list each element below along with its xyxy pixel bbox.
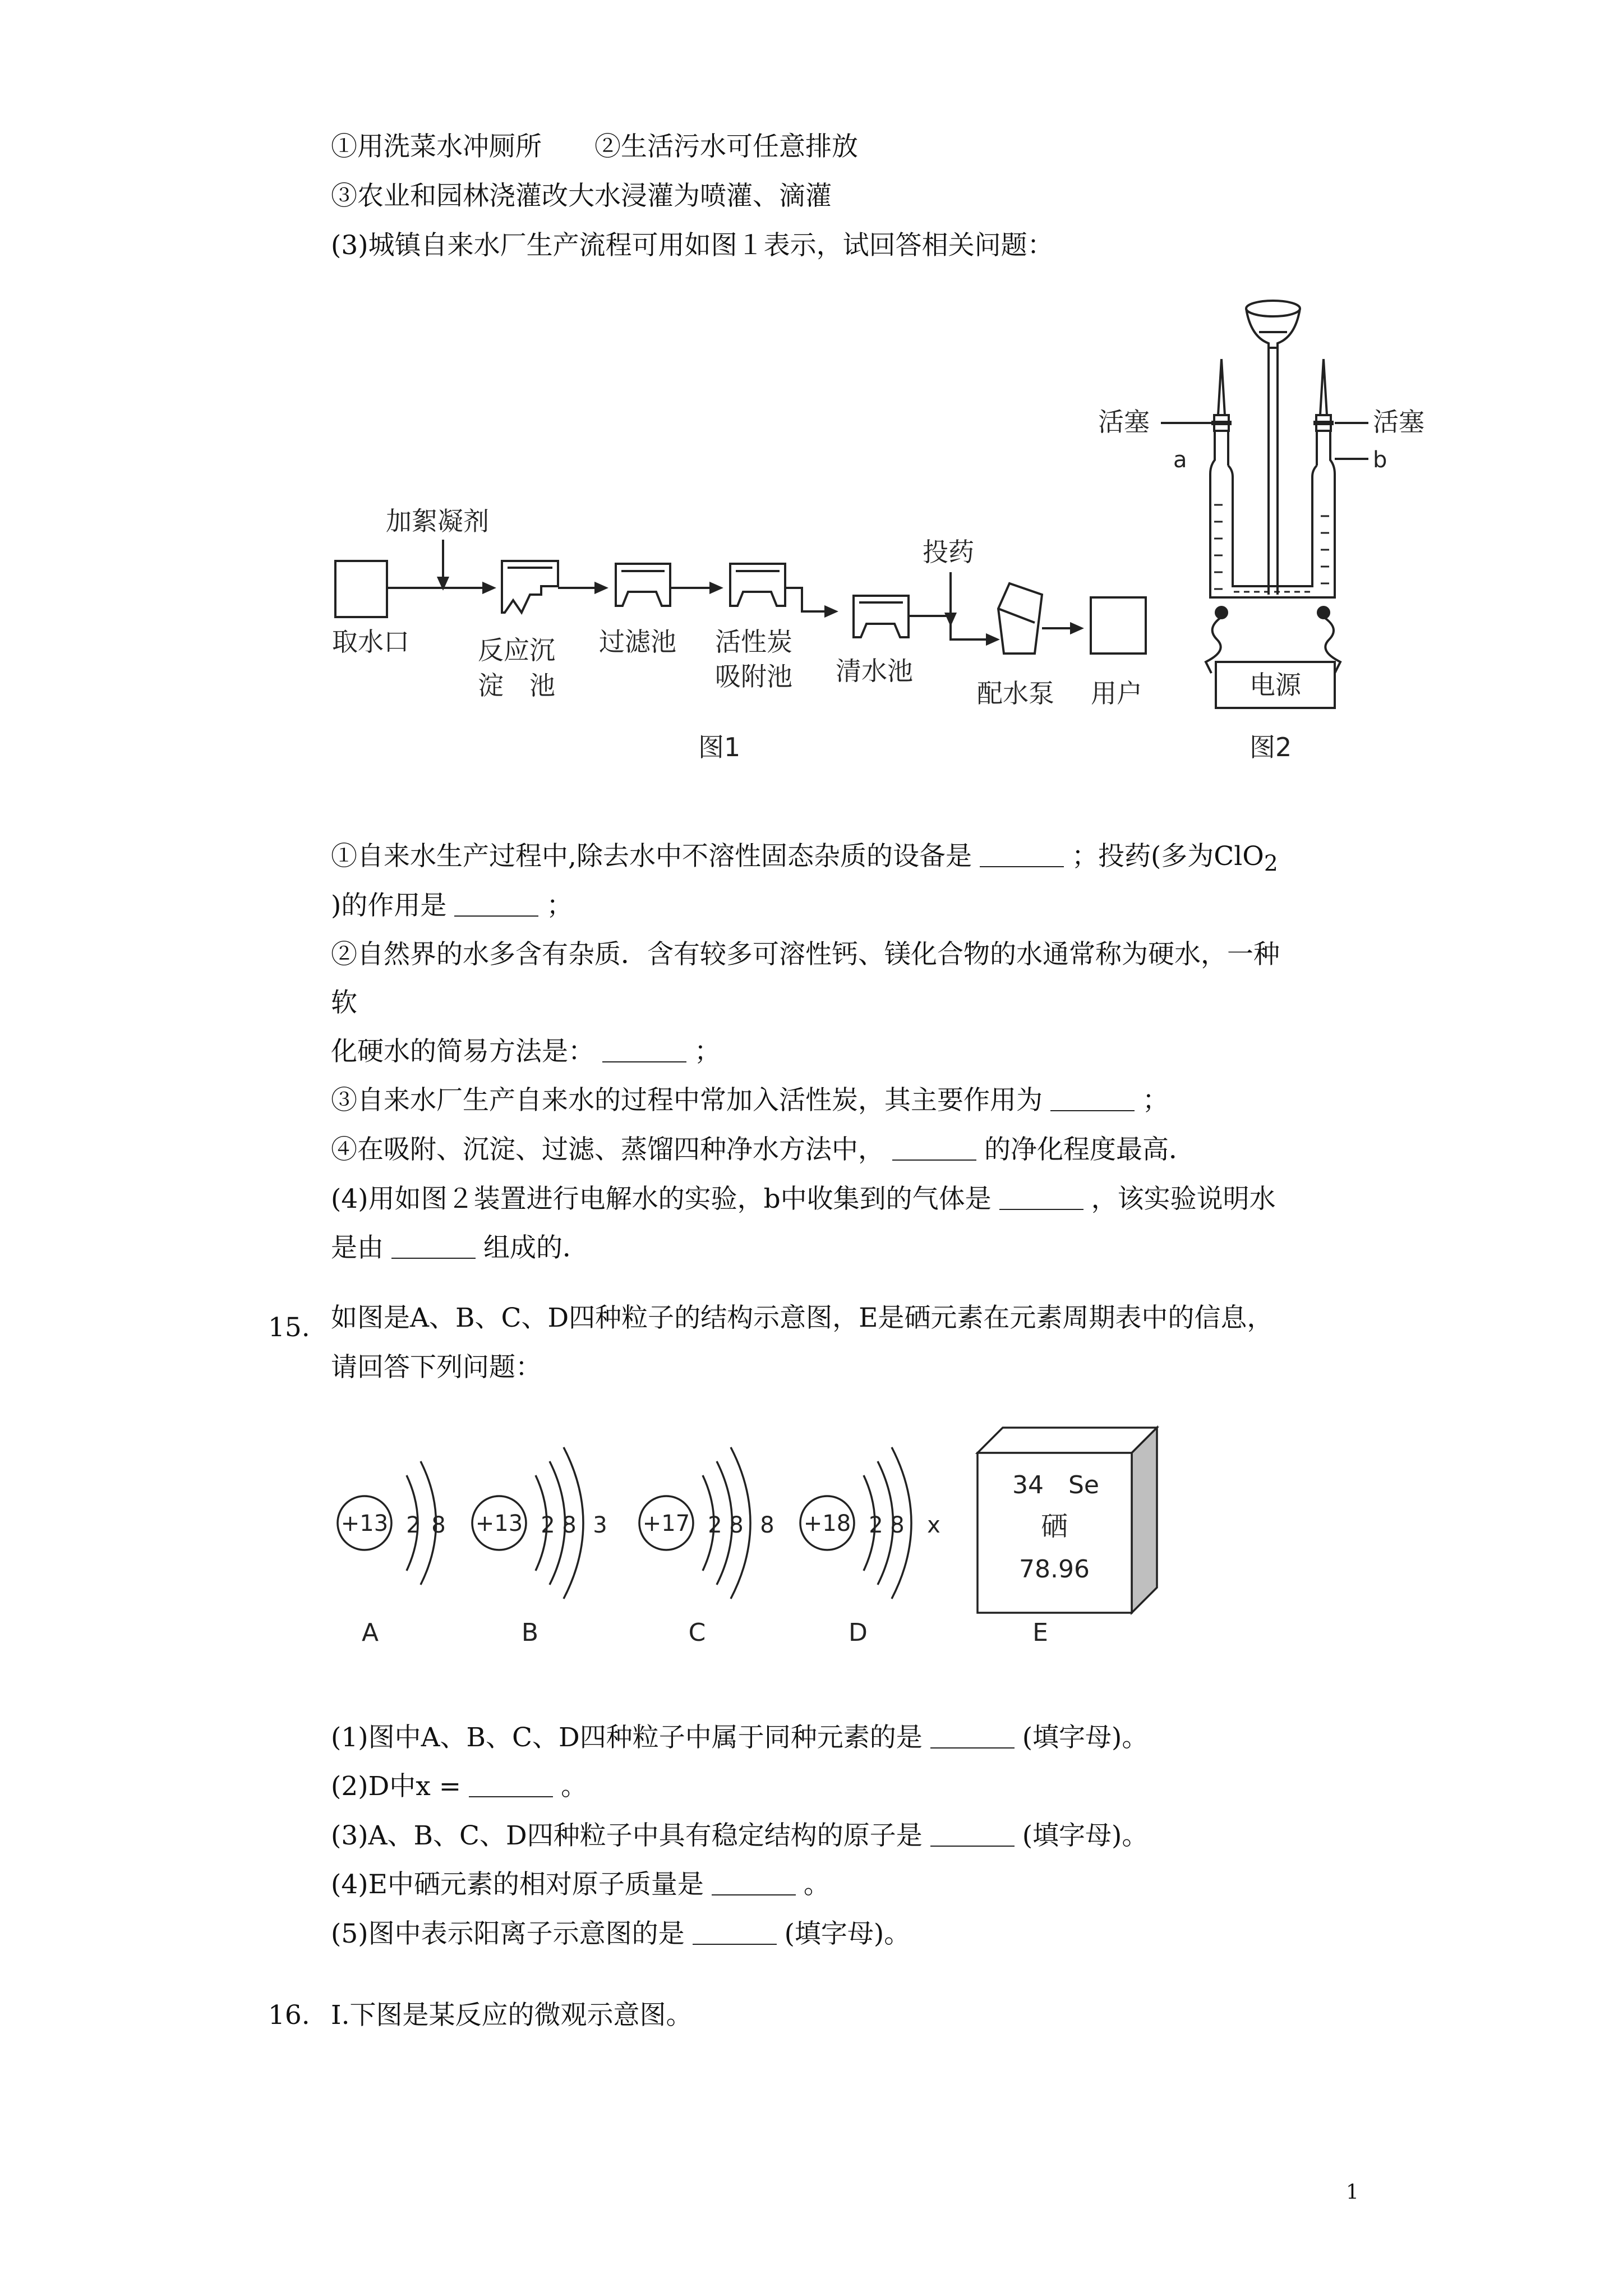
- q14-part1-line2: )的作用是 ；: [331, 890, 573, 921]
- label-d: D: [849, 1618, 868, 1647]
- element-symbol: Se: [1068, 1471, 1099, 1499]
- water-treatment-figures: [0, 280, 1623, 785]
- particle-c-shell-3: 8: [760, 1512, 774, 1538]
- element-name: 硒: [1040, 1511, 1068, 1542]
- answer-blank[interactable]: [454, 893, 538, 917]
- particle-b-shell-3: 3: [593, 1512, 607, 1538]
- particle-a-shell-2: 8: [431, 1512, 446, 1538]
- intro-line-1: ①用洗菜水冲厕所 ②生活污水可任意排放: [331, 131, 858, 162]
- question-16-stem: Ⅰ.下图是某反应的微观示意图。: [331, 2000, 693, 2031]
- stopcock-right-label: 活塞: [1373, 407, 1424, 437]
- q14-part1-line1: ①自来水生产过程中,除去水中不溶性固态杂质的设备是 ；投药(多为ClO$_2$: [331, 841, 1278, 877]
- step-carbon-2: 吸附池: [715, 661, 792, 692]
- answer-blank[interactable]: [693, 1921, 777, 1945]
- q15-sub-5: (5)图中表示阳离子示意图的是 (填字母)。: [331, 1918, 911, 1949]
- step-sedimentation-1: 反应沉: [478, 635, 555, 665]
- particle-c-nucleus: +17: [642, 1511, 690, 1536]
- distribution-pump: [998, 583, 1042, 654]
- particle-c-shell-2: 8: [729, 1512, 744, 1538]
- particle-c-shell-1: 2: [708, 1512, 722, 1538]
- answer-blank[interactable]: [999, 1186, 1083, 1210]
- intro-line-2: ③农业和园林浇灌改大水浸灌为喷灌、滴灌: [331, 181, 832, 211]
- figure-2-electrolysis: [1161, 301, 1368, 708]
- q14-part4: ④在吸附、沉淀、过滤、蒸馏四种净水方法中， 的净化程度最高．: [331, 1134, 1195, 1165]
- answer-blank[interactable]: [391, 1235, 476, 1259]
- step-filter: 过滤池: [599, 627, 676, 657]
- q14-part2-line3: 化硬水的简易方法是： ；: [331, 1036, 721, 1067]
- particle-b-nucleus: +13: [475, 1511, 523, 1536]
- answer-blank[interactable]: [980, 844, 1064, 867]
- tube-a-label: a: [1173, 447, 1187, 473]
- step-clear-water: 清水池: [836, 656, 913, 686]
- question-15-stem-1: 如图是A、B、C、D四种粒子的结构示意图，E是硒元素在元素周期表中的信息，: [331, 1303, 1274, 1333]
- intake-box: [335, 561, 387, 617]
- particle-b-shell-2: 8: [562, 1512, 577, 1538]
- answer-blank[interactable]: [712, 1872, 796, 1895]
- answer-blank[interactable]: [602, 1039, 686, 1062]
- step-user: 用户: [1091, 678, 1142, 708]
- stopcock-left-label: 活塞: [1098, 407, 1150, 437]
- step-carbon-1: 活性炭: [715, 627, 792, 657]
- particle-d-nucleus: +18: [803, 1511, 851, 1536]
- answer-blank[interactable]: [930, 1823, 1015, 1847]
- step-intake: 取水口: [332, 627, 409, 657]
- q15-sub-1: (1)图中A、B、C、D四种粒子中属于同种元素的是 (填字母)。: [331, 1722, 1149, 1753]
- tube-b-label: b: [1373, 447, 1387, 473]
- element-mass: 78.96: [1019, 1555, 1090, 1584]
- question-15-number: 15.: [268, 1312, 310, 1343]
- label-b: B: [521, 1618, 539, 1647]
- particle-d-shell-x: x: [927, 1512, 940, 1538]
- q14-part2-line2: 软: [331, 987, 357, 1018]
- q15-sub-2: (2)D中x = 。: [331, 1771, 588, 1802]
- label-e: E: [1032, 1618, 1048, 1647]
- q15-sub-4: (4)E中硒元素的相对原子质量是 。: [331, 1869, 830, 1900]
- answer-blank[interactable]: [469, 1774, 553, 1797]
- label-a: A: [361, 1618, 379, 1647]
- particle-b-shell-1: 2: [541, 1512, 555, 1538]
- answer-blank[interactable]: [1050, 1088, 1135, 1111]
- particle-drawings: [338, 1428, 1157, 1613]
- q14-part5-line2: 是由 组成的．: [331, 1232, 589, 1263]
- question-15-stem-2: 请回答下列问题：: [331, 1352, 542, 1383]
- figure-1-labels: [332, 506, 1142, 762]
- answer-blank[interactable]: [892, 1137, 976, 1161]
- particle-a-shell-1: 2: [406, 1512, 421, 1538]
- q14-part2-line1: ②自然界的水多含有杂质．含有较多可溶性钙、镁化合物的水通常称为硬水，一种: [331, 939, 1280, 970]
- atomic-structure-figure: [0, 1402, 1623, 1660]
- particle-d-shell-1: 2: [869, 1512, 883, 1538]
- figure-1-caption: 图1: [698, 732, 741, 762]
- particle-d-shell-2: 8: [890, 1512, 905, 1538]
- particle-a-nucleus: +13: [340, 1511, 389, 1536]
- question-16-number: 16.: [268, 2000, 310, 2031]
- q15-sub-3: (3)A、B、C、D四种粒子中具有稳定结构的原子是 (填字母)。: [331, 1820, 1149, 1851]
- answer-blank[interactable]: [930, 1725, 1015, 1749]
- step-sedimentation-2: 淀 池: [478, 670, 555, 701]
- label-c: C: [688, 1618, 706, 1647]
- q14-part5-line1: (4)用如图２装置进行电解水的实验，b中收集到的气体是 ，该实验说明水: [331, 1184, 1276, 1214]
- intro-line-3: (3)城镇自来水厂生产流程可用如图１表示，试回答相关问题：: [331, 230, 1054, 261]
- flocculant-label: 加絮凝剂: [386, 506, 489, 536]
- dosing-label: 投药: [923, 537, 974, 567]
- page-number: 1: [1346, 2181, 1359, 2204]
- q14-part3: ③自来水厂生产自来水的过程中常加入活性炭，其主要作用为 ；: [331, 1085, 1169, 1116]
- user-box: [1091, 597, 1146, 654]
- element-number: 34: [1012, 1471, 1044, 1499]
- step-pump: 配水泵: [977, 678, 1054, 708]
- power-label: 电源: [1249, 670, 1301, 700]
- figure-2-caption: 图2: [1249, 732, 1292, 762]
